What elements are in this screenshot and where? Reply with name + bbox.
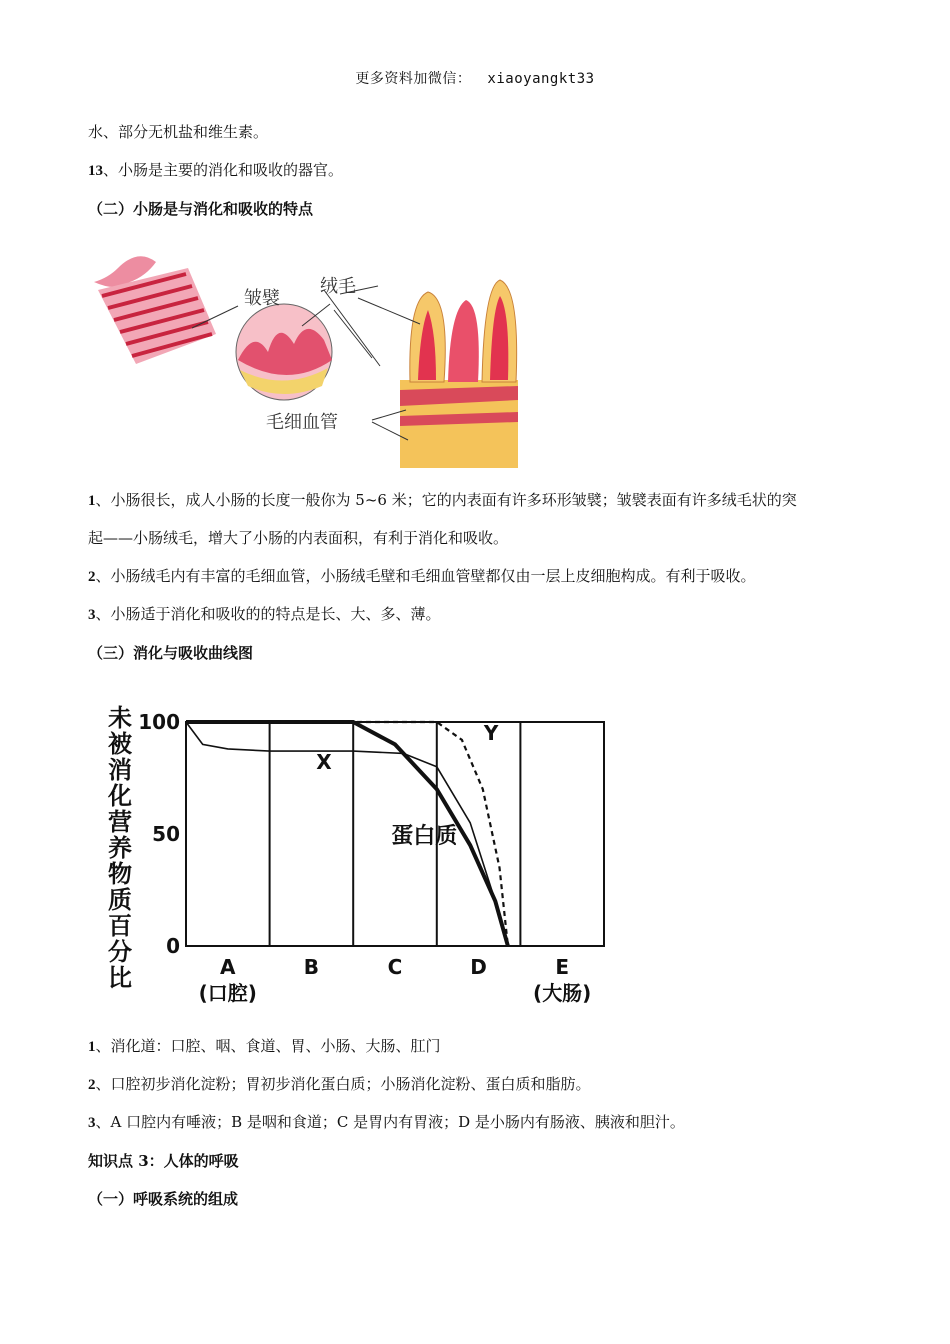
point-sections [88,1112,890,1133]
point-text: 、小肠很长，成人小肠的长度一般你为 5~6 米；它的内表面有许多环形皱襞；皱襞表面有许多绒毛状的突 [95,491,797,509]
y-axis-label-char: 化 [108,782,132,810]
point-13 [88,160,890,181]
series-line-thin [186,722,508,946]
label-fold: 皱襞 [244,288,280,309]
point-text: 、A 口腔内有唾液；B 是咽和食道；C 是胃内有胃液；D 是小肠内有肠液、胰液和胆汁。 [95,1113,685,1131]
point-3 [88,604,890,625]
x-section-letter: E [555,955,570,979]
y-axis-label-char: 营 [108,808,132,836]
y-axis-label-char: 养 [108,834,132,862]
page-header [0,68,950,88]
y-axis-label-char: 分 [108,938,132,966]
y-axis-label [107,704,133,992]
series-line-thick [186,722,508,946]
point-text: 、小肠适于消化和吸收的的特点是长、大、多、薄。 [95,605,441,623]
x-section-letter: D [470,955,487,979]
series-line-dashed [186,722,508,946]
small-intestine-illustration [88,240,528,472]
section-heading-respiratory: （一）呼吸系统的组成 [88,1190,239,1208]
y-axis-label-char: 质 [108,886,132,914]
point-number: 1 [88,1039,96,1055]
point-number: 1 [88,493,96,509]
villus-block [400,280,518,468]
section-heading-small-intestine: （二）小肠是与消化和吸收的特点 [88,200,314,218]
x-section-letter: A [220,955,236,979]
x-section-organ: (大肠) [533,981,592,1005]
point-text: 、消化道：口腔、咽、食道、胃、小肠、大肠、肛门 [95,1037,441,1055]
digestion-absorption-chart [90,700,620,1020]
x-section-letter: C [387,955,403,979]
x-section-letter: B [303,955,320,979]
point-text: 、小肠绒毛内有丰富的毛细血管，小肠绒毛壁和毛细血管壁都仅由一层上皮细胞构成。有利于吸收。 [95,567,756,585]
header-label: 更多资料加微信： [355,71,472,87]
point-number: 2 [88,569,96,585]
y-axis-label-char: 百 [108,912,132,940]
y-axis-label-char: 比 [108,964,132,992]
y-tick-label: 100 [138,710,180,734]
point-digestion-stages [88,1074,890,1095]
magnified-fold-circle [236,304,332,400]
y-axis-label-char: 被 [108,730,132,758]
section-heading-digestion-curve: （三）消化与吸收曲线图 [88,644,254,662]
paragraph-continuation: 水、部分无机盐和维生素。 [88,123,269,141]
header-wechat-id: xiaoyangkt33 [487,71,595,87]
y-axis-label-char: 物 [108,860,132,888]
point-text: 、小肠是主要的消化和吸收的器官。 [103,161,344,179]
point-number: 3 [88,607,96,623]
y-axis-label-char: 未 [108,704,132,732]
series-label: Y [483,720,499,745]
label-capillary: 毛细血管 [266,412,338,433]
point-number: 2 [88,1077,96,1093]
point-number: 3 [88,1115,96,1131]
point-digestive-tract [88,1036,890,1057]
x-section-organ: (口腔) [198,981,257,1005]
point-1-line-2: 起——小肠绒毛，增大了小肠的内表面积，有利于消化和吸收。 [88,529,509,547]
knowledge-point-heading: 知识点 3：人体的呼吸 [88,1152,239,1170]
label-villus: 绒毛 [320,276,356,297]
point-number: 13 [88,163,103,179]
series-label: X [316,750,332,775]
y-axis-label-char: 消 [108,756,132,784]
point-text: 、口腔初步消化淀粉；胃初步消化蛋白质；小肠消化淀粉、蛋白质和脂肪。 [95,1075,591,1093]
y-tick-label: 50 [152,822,180,846]
point-1-line-1 [88,490,890,511]
series-label: 蛋白质 [391,823,458,849]
y-tick-label: 0 [166,934,180,958]
point-2 [88,566,890,587]
